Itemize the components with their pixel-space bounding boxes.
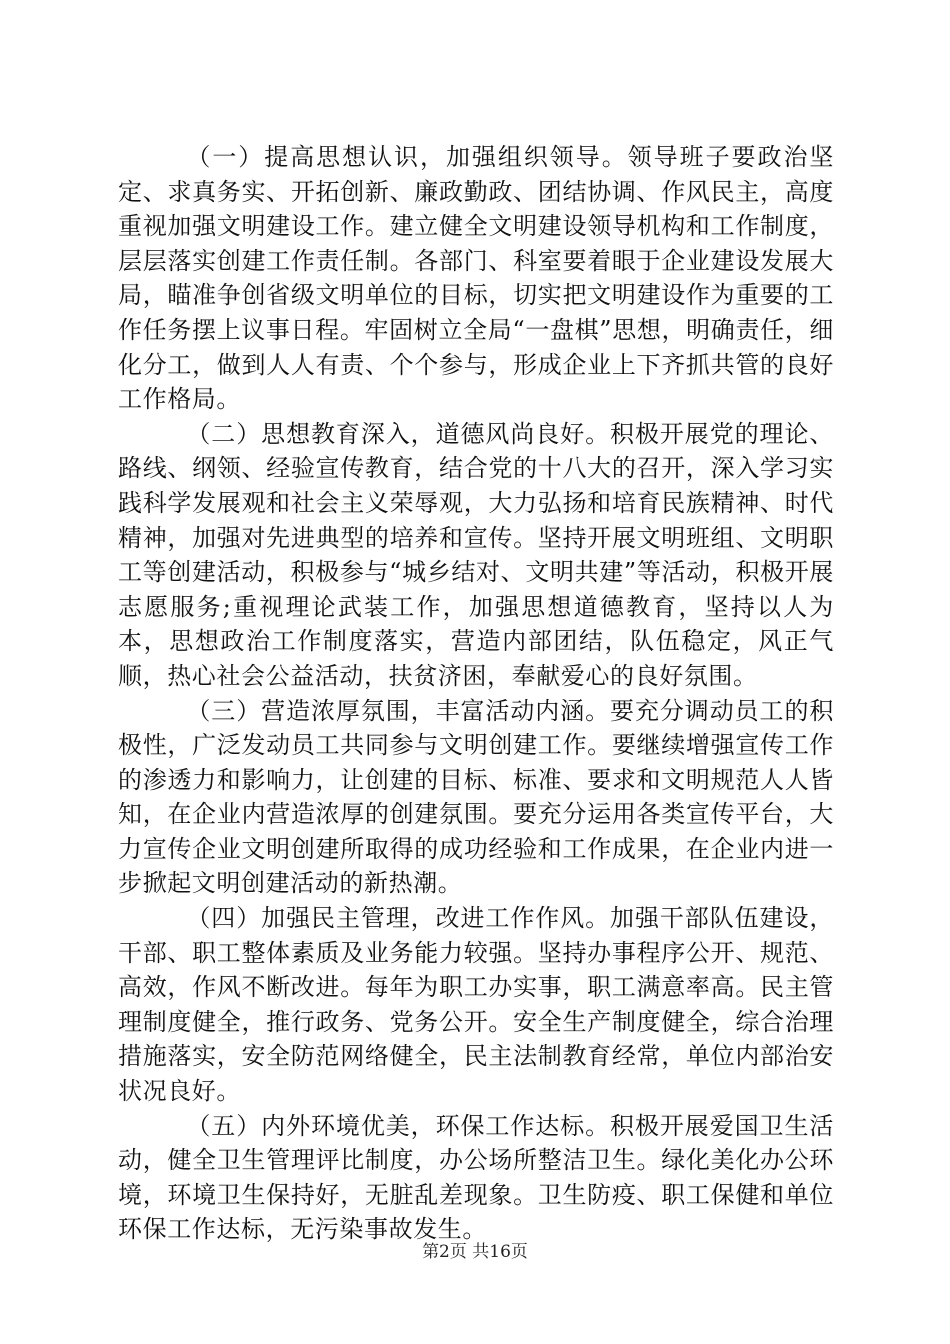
paragraph-2: （二）思想教育深入，道德风尚良好。积极开展党的理论、路线、纲领、经验宣传教育，结合党的十八大的召开，深入学习实践科学发展观和社会主义荣辱观，大力弘扬和培育民族精神、时代精神，加强对先进典型的培养和宣传。坚持开展文明班组、文明职工等创建活动，积极参与“城乡结对、文明共建”等活动，积极开展志愿服务;重视理论武装工作，加强思想道德教育，坚持以人为本，思想政治工作制度落实，营造内部团结，队伍稳定，风正气顺，热心社会公益活动，扶贫济困，奉献爱心的良好氛围。 <box>118 419 834 690</box>
document-body <box>118 140 834 1247</box>
paragraph-4: （四）加强民主管理，改进工作作风。加强干部队伍建设，干部、职工整体素质及业务能力较强。坚持办事程序公开、规范、高效，作风不断改进。每年为职工办实事，职工满意率高。民主管理制度健全，推行政务、党务公开。安全生产制度健全，综合治理措施落实，安全防范网络健全，民主法制教育经常，单位内部治安状况良好。 <box>118 904 834 1106</box>
paragraph-1: （一）提高思想认识，加强组织领导。领导班子要政治坚定、求真务实、开拓创新、廉政勤政、团结协调、作风民主，高度重视加强文明建设工作。建立健全文明建设领导机构和工作制度，层层落实创建工作责任制。各部门、科室要着眼于企业建设发展大局，瞄准争创省级文明单位的目标，切实把文明建设作为重要的工作任务摆上议事日程。牢固树立全局“一盘棋”思想，明确责任，细化分工，做到人人有责、个个参与，形成企业上下齐抓共管的良好工作格局。 <box>118 143 834 414</box>
paragraph-5: （五）内外环境优美，环保工作达标。积极开展爱国卫生活动，健全卫生管理评比制度，办公场所整洁卫生。绿化美化办公环境，环境卫生保持好，无脏乱差现象。卫生防疫、职工保健和单位环保工作达标，无污染事故发生。 <box>118 1111 834 1244</box>
paragraph-3: （三）营造浓厚氛围，丰富活动内涵。要充分调动员工的积极性，广泛发动员工共同参与文明创建工作。要继续增强宣传工作的渗透力和影响力，让创建的目标、标准、要求和文明规范人人皆知，在企业内营造浓厚的创建氛围。要充分运用各类宣传平台，大力宣传企业文明创建所取得的成功经验和工作成果，在企业内进一步掀起文明创建活动的新热潮。 <box>118 696 834 898</box>
page-number-footer: 第2页 共16页 <box>422 1242 528 1262</box>
